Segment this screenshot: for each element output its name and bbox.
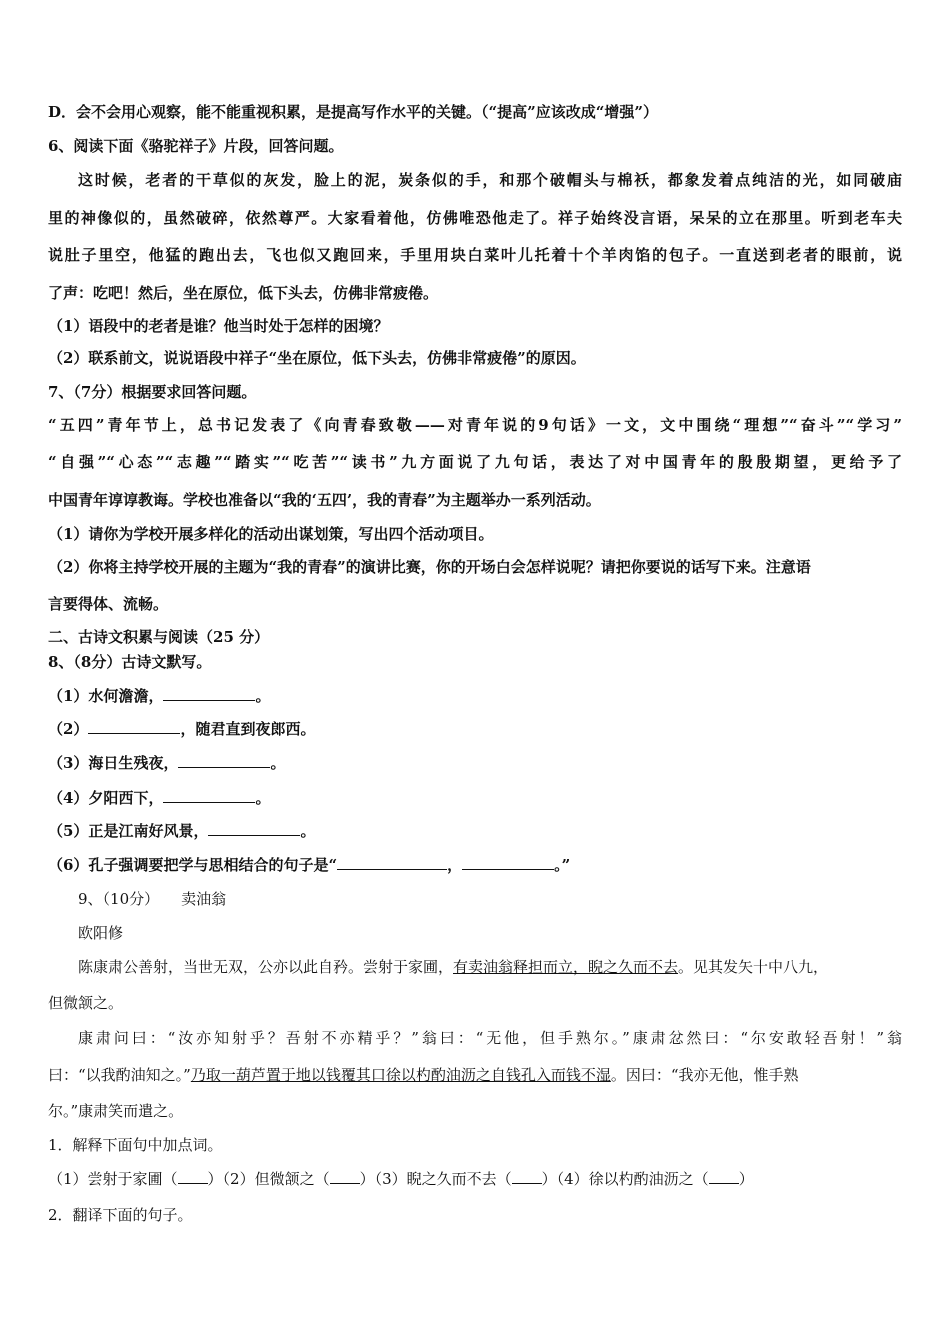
answer-blank[interactable]: [337, 855, 447, 870]
fill-blank-1-text: （1）水何澹澹，: [48, 687, 164, 705]
exercise-1-item-1: （1）尝射于家圃（: [48, 1170, 178, 1188]
classical-line-2: 但微颔之。: [48, 994, 124, 1012]
classical-line-4-b: 。因曰：“我亦无他，惟手熟: [610, 1066, 799, 1084]
fill-blank-5: [48, 821, 910, 841]
fill-blank-2-text: ，随君直到夜郎西。: [180, 720, 316, 738]
question-7-text-3: 中国青年谆谆教诲。学校也准备以“我的‘五四’，我的青春”为主题举办一系列活动。: [48, 491, 601, 509]
classical-line-1-b: 。见其发矢十中八九，: [678, 958, 829, 976]
answer-blank[interactable]: [178, 1169, 208, 1184]
answer-blank[interactable]: [208, 821, 300, 836]
author: 欧阳修: [78, 924, 124, 942]
fill-blank-6-end: 。”: [554, 856, 571, 874]
question-9-title: [78, 889, 910, 909]
question-6-2: （2）联系前文，说说语段中祥子“坐在原位，低下头去，仿佛非常疲倦”的原因。: [48, 349, 586, 367]
question-7-2-cont: 言要得体、流畅。: [48, 595, 169, 613]
fill-blank-1-end: 。: [255, 687, 271, 705]
passage-line-2: 里的神像似的，虽然破碎，依然尊严。大家看着他，仿佛唯恐他走了。祥子始终没言语，呆呆的立在那里。听到老车夫: [48, 209, 902, 227]
fill-blank-3-text: （3）海日生残夜，: [48, 754, 179, 772]
question-6-title: 6、阅读下面《骆驼祥子》片段，回答问题。: [48, 137, 344, 155]
fill-blank-4: [48, 788, 910, 808]
exercise-1-items: [48, 1169, 910, 1189]
classical-line-4: [48, 1065, 910, 1085]
fill-blank-6-comma: ，: [447, 856, 463, 874]
classical-line-4-a: 曰：“以我酌油知之。”: [48, 1066, 191, 1084]
fill-blank-5-end: 。: [300, 822, 316, 840]
classical-line-3: 康肃问曰：“汝亦知射乎？吾射不亦精乎？”翁曰：“无他，但手熟尔。”康肃忿然曰：“尔安敢轻吾射！”翁: [78, 1029, 902, 1047]
underlined-sentence-2: 乃取一葫芦置于地以钱覆其口徐以杓酌油沥之自钱孔入而钱不湿: [190, 1066, 611, 1084]
fill-blank-6: [48, 855, 910, 875]
fill-blank-2-prefix: （2）: [48, 720, 89, 738]
passage-line-3: 说肚子里空，他猛的跑出去，飞也似又跑回来，手里用块白菜叶儿托着十个羊肉馅的包子。一直送到老者的眼前，说: [48, 246, 902, 264]
answer-blank[interactable]: [462, 855, 554, 870]
answer-blank[interactable]: [163, 686, 255, 701]
question-8-title: 8、（8分）古诗文默写。: [48, 653, 212, 671]
fill-blank-2: [48, 719, 910, 739]
answer-blank[interactable]: [178, 753, 270, 768]
fill-blank-4-text: （4）夕阳西下，: [48, 789, 164, 807]
question-7-text-2: “自强”“心态”“志趣”“踏实”“吃苦”“读书”九方面说了九句话，表达了对中国青年的殷殷期望，更给予了: [48, 453, 902, 471]
question-7-title: 7、（7分）根据要求回答问题。: [48, 383, 257, 401]
exercise-1-item-3: ）（3）睨之久而不去（: [359, 1170, 512, 1188]
fill-blank-1: [48, 686, 910, 706]
classical-line-5: 尔。”康肃笑而遣之。: [48, 1102, 184, 1120]
section-2-heading: 二、古诗文积累与阅读（25 分）: [48, 628, 270, 646]
exercise-2-title: 2．翻译下面的句子。: [48, 1206, 193, 1224]
question-9-number: 9、（10分）: [78, 890, 160, 908]
question-7-text-1: “五四”青年节上，总书记发表了《向青春致敬——对青年说的9句话》一文，文中围绕“理想”“奋斗”“学习”: [48, 416, 902, 434]
fill-blank-4-end: 。: [255, 789, 271, 807]
exercise-1-title: 1．解释下面句中加点词。: [48, 1136, 223, 1154]
poem-title: 卖油翁: [181, 890, 227, 908]
answer-blank[interactable]: [512, 1169, 542, 1184]
fill-blank-5-text: （5）正是江南好风景，: [48, 822, 209, 840]
fill-blank-6-text: （6）孔子强调要把学与思相结合的句子是“: [48, 856, 338, 874]
fill-blank-3-end: 。: [270, 754, 286, 772]
question-7-1: （1）请你为学校开展多样化的活动出谋划策，写出四个活动项目。: [48, 525, 494, 543]
answer-blank[interactable]: [330, 1169, 360, 1184]
underlined-sentence-1: 有卖油翁释担而立，睨之久而不去: [453, 958, 679, 976]
answer-blank[interactable]: [709, 1169, 739, 1184]
answer-blank[interactable]: [88, 719, 180, 734]
exercise-1-end: ）: [738, 1170, 754, 1188]
fill-blank-3: [48, 753, 910, 773]
question-6-1: （1）语段中的老者是谁？他当时处于怎样的困境？: [48, 317, 389, 335]
passage-line-4: 了声：吃吧！然后，坐在原位，低下头去，仿佛非常疲倦。: [48, 284, 439, 302]
option-d-line: D．会不会用心观察，能不能重视积累，是提高写作水平的关键。（“提高”应该改成“增强”）: [48, 103, 659, 121]
classical-line-1-a: 陈康肃公善射，当世无双，公亦以此自矜。尝射于家圃，: [78, 958, 454, 976]
exercise-1-item-4: ）（4）徐以杓酌油沥之（: [541, 1170, 709, 1188]
passage-line-1: 这时候，老者的干草似的灰发，脸上的泥，炭条似的手，和那个破帽头与棉袄，都象发着点纯洁的光，如同破庙: [78, 171, 902, 189]
question-7-2: （2）你将主持学校开展的主题为“我的青春”的演讲比赛，你的开场白会怎样说呢？请把你要说的话写下来。注意语: [48, 558, 811, 576]
classical-line-1: [78, 957, 910, 977]
answer-blank[interactable]: [163, 788, 255, 803]
exercise-1-item-2: ）（2）但微颔之（: [207, 1170, 330, 1188]
